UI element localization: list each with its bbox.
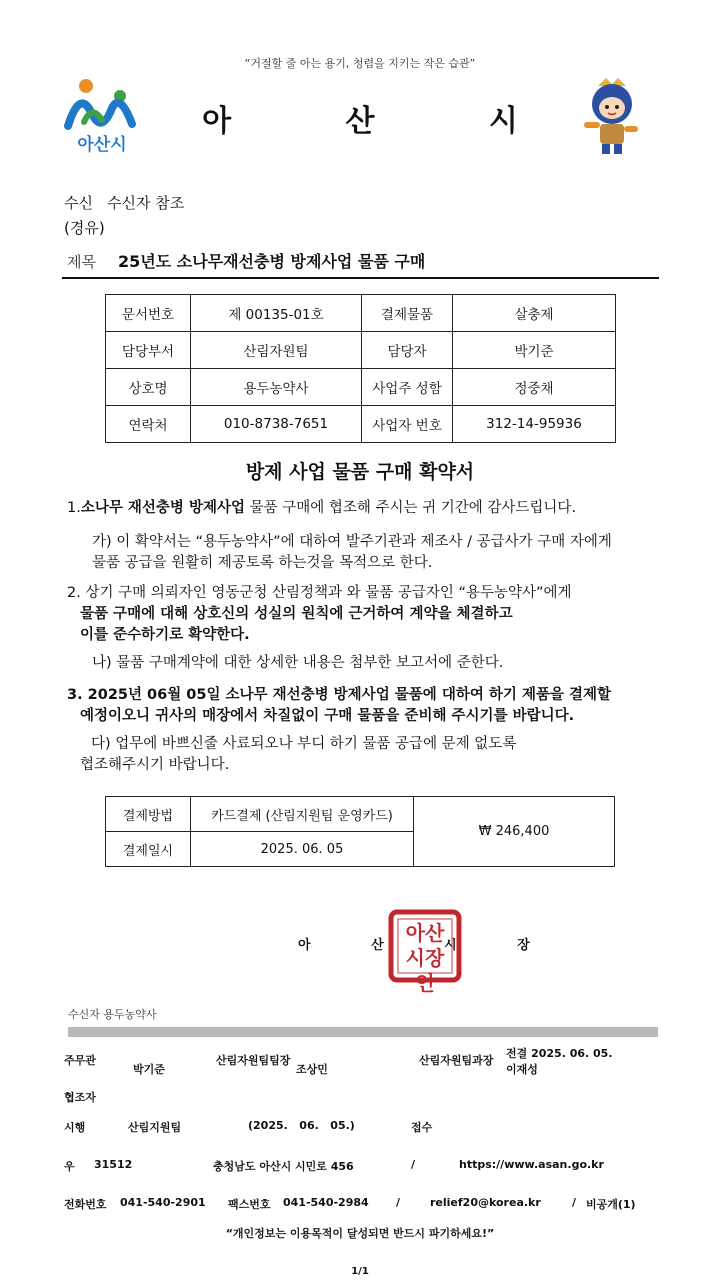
official-seal: [388, 909, 462, 995]
table-cell: 담당자: [362, 332, 453, 369]
phone-number: 041-540-2901: [120, 1196, 206, 1209]
subject-line: [67, 249, 425, 272]
address: 충청남도 아산시 시민로 456: [213, 1160, 354, 1173]
email-link[interactable]: relief20@korea.kr: [430, 1196, 541, 1209]
paragraph-3a: [80, 734, 516, 776]
leader-name: 조상민: [296, 1063, 328, 1076]
chief-title: 산림자원팀과장: [419, 1054, 494, 1067]
cooperator-label: 협조자: [64, 1091, 96, 1104]
payment-amount: ₩ 246,400: [414, 797, 615, 867]
subject-value: 25년도 소나무재선충병 방제사업 물품 구매: [117, 252, 426, 271]
fax-number: 041-540-2984: [283, 1196, 369, 1209]
paragraph-2: [67, 583, 572, 646]
leader-title: 산림자원팀팀장: [216, 1054, 291, 1067]
payment-method: 카드결제 (산림지원팀 운영카드): [191, 797, 414, 832]
drafter-label: 주무관: [64, 1054, 96, 1067]
approval-date: 전결 2025. 06. 05.: [506, 1047, 613, 1060]
table-cell: 결제물품: [362, 295, 453, 332]
page-number: 1/1: [351, 1266, 369, 1277]
p2-line: 물품 구매에 대해 상호신의 성실의 원칙에 근거하여 계약을 체결하고: [80, 606, 513, 622]
table-row: [106, 406, 616, 443]
receipt-label: 접수: [411, 1121, 433, 1134]
paragraph-1: [67, 498, 576, 519]
table-cell: 사업주 성함: [362, 369, 453, 406]
table-cell: 연락처: [106, 406, 191, 443]
table-cell: 문서번호: [106, 295, 191, 332]
payment-date: 2025. 06. 05: [191, 832, 414, 867]
recipient-line: [64, 192, 198, 213]
paragraph-2a: 나) 물품 구매계약에 대한 상세한 내용은 첨부한 보고서에 준한다.: [92, 655, 504, 671]
p3-line: 예정이오니 귀사의 매장에서 차질없이 구매 물품을 준비해 주시기를 바랍니다.: [80, 708, 575, 724]
chief-name: 이재성: [506, 1063, 538, 1076]
zip-code: 31512: [94, 1158, 133, 1171]
table-cell: 312-14-95936: [453, 406, 616, 443]
privacy-note: “개인정보는 이용목적이 달성되면 반드시 파기하세요!”: [225, 1227, 495, 1240]
website-link[interactable]: https://www.asan.go.kr: [459, 1158, 604, 1171]
payment-table: [105, 796, 615, 867]
p2-line: 2. 상기 구매 의뢰자인 영동군청 산림정책과 와 물품 공급자인 “용두농약사”에게: [67, 585, 572, 601]
table-row: [106, 295, 616, 332]
subject-label: 제목: [67, 253, 96, 271]
recipient-value: 수신자 참조: [106, 194, 185, 212]
subject-divider: [62, 277, 659, 279]
table-cell: 산림자원팀: [191, 332, 362, 369]
footer-recipient: 수신자 용두농약사: [68, 1008, 157, 1021]
table-cell: 정중채: [453, 369, 616, 406]
disclosure-status: 비공개(1): [586, 1198, 636, 1211]
table-cell: 제 00135-01호: [191, 295, 362, 332]
table-row: [106, 369, 616, 406]
signature-text: 아 산 시 장: [298, 938, 558, 953]
p3a-line: 다) 업무에 바쁘신줄 사료되오나 부디 하기 물품 공급에 문제 없도록: [91, 736, 517, 752]
mascot-icon: [578, 78, 646, 156]
p1a-line: 물품 공급을 원활히 제공토록 하는것을 목적으로 한다.: [92, 555, 433, 571]
table-row: [106, 332, 616, 369]
document-title: 방제 사업 물품 구매 확약서: [245, 461, 475, 483]
table-cell: 담당부서: [106, 332, 191, 369]
enforce-team: 산림지원팀: [128, 1121, 182, 1134]
separator: /: [396, 1196, 401, 1209]
enforce-label: 시행: [64, 1121, 86, 1134]
zip-label: 우: [64, 1160, 75, 1173]
motto: “거절할 줄 아는 용기, 청렴을 지키는 작은 습관”: [244, 57, 476, 70]
enforce-date: (2025. 06. 05.): [248, 1119, 355, 1132]
table-cell: 010-8738-7651: [191, 406, 362, 443]
p3a-line: 협조해주시기 바랍니다.: [80, 757, 230, 773]
p1-bold: 소나무 재선충병 방제사업: [80, 500, 246, 516]
table-cell: 박기준: [453, 332, 616, 369]
footer-bar: [68, 1027, 658, 1037]
seal-text: 아산시장인: [405, 921, 445, 995]
table-cell: 상호명: [106, 369, 191, 406]
p3-line: 3. 2025년 06월 05일 소나무 재선충병 방제사업 물품에 대하여 하기 제품을 결제할: [67, 687, 612, 703]
p1-number: 1.: [67, 500, 81, 516]
phone-label: 전화번호: [64, 1198, 107, 1211]
paragraph-3: [67, 685, 611, 727]
drafter-name: 박기준: [133, 1063, 165, 1076]
payment-date-label: 결제일시: [106, 832, 191, 867]
fax-label: 팩스번호: [228, 1198, 271, 1211]
info-table: [105, 294, 616, 443]
table-cell: 사업자 번호: [362, 406, 453, 443]
table-row: [106, 797, 615, 832]
table-cell: 용두농약사: [191, 369, 362, 406]
separator: /: [411, 1158, 416, 1171]
recipient-label: 수신: [64, 194, 93, 212]
p1-text: 물품 구매에 협조해 주시는 귀 기간에 감사드립니다.: [245, 500, 577, 516]
logo-text: 아산시: [77, 135, 127, 155]
payment-method-label: 결제방법: [106, 797, 191, 832]
via-line: (경유): [64, 219, 105, 237]
p1a-line: 가) 이 확약서는 “용두농약사”에 대하여 발주기관과 제조사 / 공급사가 구매 자에게: [92, 534, 612, 550]
table-cell: 살충제: [453, 295, 616, 332]
paragraph-1a: [92, 532, 612, 574]
p2-line: 이를 준수하기로 확약한다.: [80, 627, 250, 643]
page-title: 아 산 시: [202, 104, 570, 139]
separator: /: [572, 1196, 577, 1209]
